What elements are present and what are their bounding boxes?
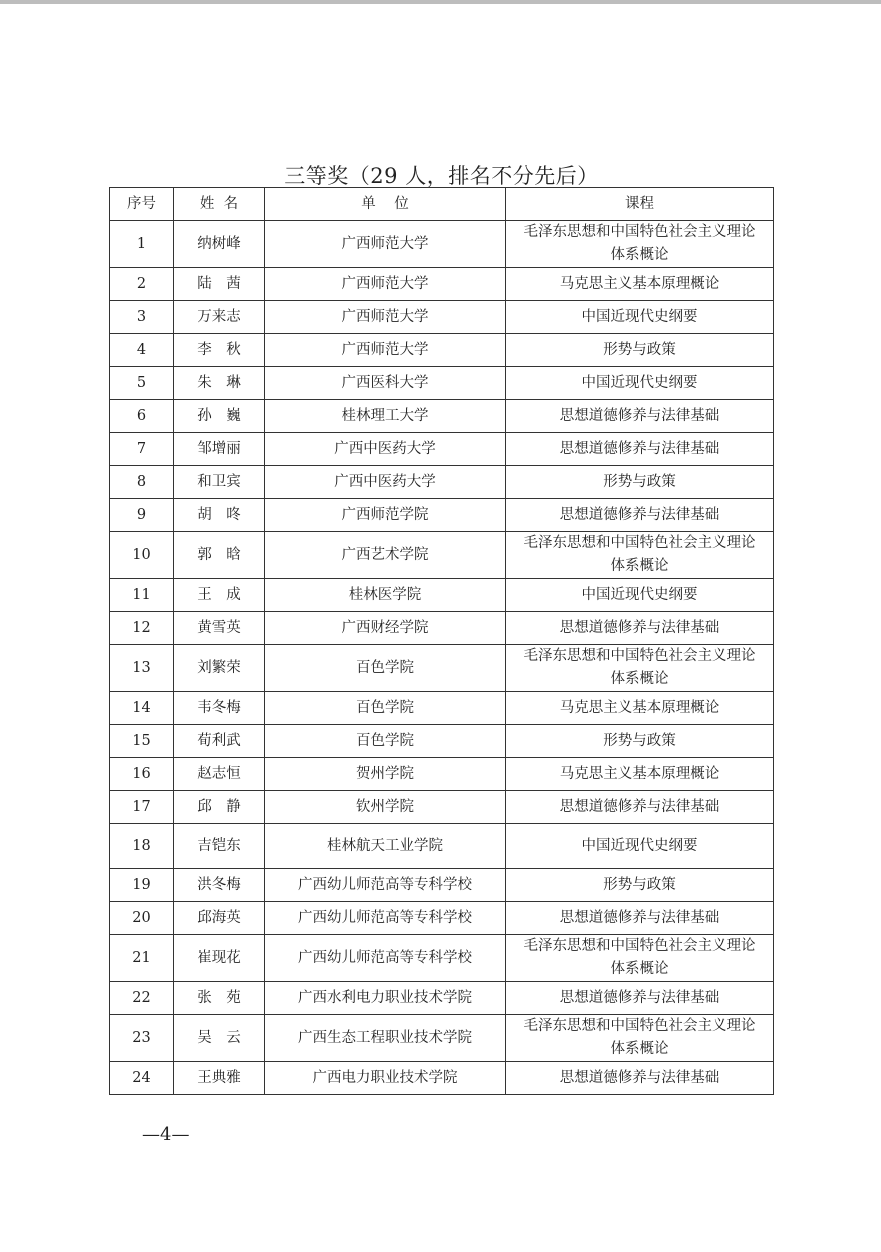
row-number: 23 xyxy=(110,1015,174,1062)
row-name: 邹增丽 xyxy=(174,433,265,466)
row-number: 18 xyxy=(110,824,174,869)
row-number: 24 xyxy=(110,1062,174,1095)
row-course-line: 思想道德修养与法律基础 xyxy=(559,619,720,636)
row-course-line: 形势与政策 xyxy=(603,732,676,749)
row-course xyxy=(506,791,774,824)
header-course: 课程 xyxy=(506,188,774,221)
table-row xyxy=(110,645,774,692)
row-course-line: 体系概论 xyxy=(610,961,669,977)
row-number: 3 xyxy=(110,301,174,334)
table-row xyxy=(110,692,774,725)
row-name: 刘繁荣 xyxy=(174,645,265,692)
row-name: 崔现花 xyxy=(174,935,265,982)
row-course xyxy=(506,367,774,400)
table-row xyxy=(110,579,774,612)
row-number: 12 xyxy=(110,612,174,645)
awards-table xyxy=(109,187,774,1095)
row-number: 8 xyxy=(110,466,174,499)
row-number: 10 xyxy=(110,532,174,579)
table-header-row xyxy=(110,188,774,221)
row-unit: 百色学院 xyxy=(265,692,506,725)
table-row xyxy=(110,367,774,400)
header-unit: 单 位 xyxy=(265,188,506,221)
table-row xyxy=(110,301,774,334)
row-number: 1 xyxy=(110,221,174,268)
row-number: 2 xyxy=(110,268,174,301)
row-course xyxy=(506,532,774,579)
row-unit: 广西幼儿师范高等专科学校 xyxy=(265,935,506,982)
row-number: 21 xyxy=(110,935,174,982)
row-unit: 广西电力职业技术学院 xyxy=(265,1062,506,1095)
row-name: 胡 咚 xyxy=(174,499,265,532)
row-unit: 广西医科大学 xyxy=(265,367,506,400)
row-name: 张 苑 xyxy=(174,982,265,1015)
row-name: 韦冬梅 xyxy=(174,692,265,725)
row-course xyxy=(506,466,774,499)
row-name: 吴 云 xyxy=(174,1015,265,1062)
table-row xyxy=(110,532,774,579)
row-unit: 广西中医药大学 xyxy=(265,433,506,466)
row-course-line: 思想道德修养与法律基础 xyxy=(559,506,720,523)
row-name: 李 秋 xyxy=(174,334,265,367)
row-number: 6 xyxy=(110,400,174,433)
row-number: 22 xyxy=(110,982,174,1015)
header-name: 姓 名 xyxy=(174,188,265,221)
row-name: 洪冬梅 xyxy=(174,869,265,902)
row-unit: 桂林理工大学 xyxy=(265,400,506,433)
table-row xyxy=(110,1062,774,1095)
table-row xyxy=(110,334,774,367)
row-course-line: 马克思主义基本原理概论 xyxy=(559,699,720,716)
table-row xyxy=(110,824,774,869)
row-course-line: 中国近现代史纲要 xyxy=(581,837,698,854)
row-name: 吉铠东 xyxy=(174,824,265,869)
table-row xyxy=(110,221,774,268)
page-top-rule xyxy=(0,0,881,4)
row-course xyxy=(506,400,774,433)
table-row xyxy=(110,499,774,532)
row-course-line: 形势与政策 xyxy=(603,341,676,358)
table-row xyxy=(110,725,774,758)
row-course-line: 形势与政策 xyxy=(603,876,676,893)
row-number: 20 xyxy=(110,902,174,935)
row-course xyxy=(506,499,774,532)
row-course-line: 马克思主义基本原理概论 xyxy=(559,275,720,292)
row-name: 邱海英 xyxy=(174,902,265,935)
row-course-line: 思想道德修养与法律基础 xyxy=(559,989,720,1006)
row-name: 万来志 xyxy=(174,301,265,334)
row-name: 朱 琳 xyxy=(174,367,265,400)
row-course-line: 体系概论 xyxy=(610,671,669,687)
row-course xyxy=(506,645,774,692)
row-name: 纳树峰 xyxy=(174,221,265,268)
table-row xyxy=(110,902,774,935)
row-name: 王典雅 xyxy=(174,1062,265,1095)
row-unit: 广西师范大学 xyxy=(265,268,506,301)
table-row xyxy=(110,433,774,466)
table-row xyxy=(110,268,774,301)
row-name: 和卫宾 xyxy=(174,466,265,499)
row-course-line: 中国近现代史纲要 xyxy=(581,586,698,603)
row-course-line: 体系概论 xyxy=(610,1041,669,1057)
row-unit: 广西幼儿师范高等专科学校 xyxy=(265,902,506,935)
row-course xyxy=(506,902,774,935)
row-course-line: 思想道德修养与法律基础 xyxy=(559,1069,720,1086)
row-unit: 广西财经学院 xyxy=(265,612,506,645)
row-name: 赵志恒 xyxy=(174,758,265,791)
row-number: 16 xyxy=(110,758,174,791)
row-unit: 钦州学院 xyxy=(265,791,506,824)
row-name: 黄雪英 xyxy=(174,612,265,645)
row-course xyxy=(506,758,774,791)
row-course xyxy=(506,935,774,982)
row-name: 郭 晗 xyxy=(174,532,265,579)
row-unit: 桂林航天工业学院 xyxy=(265,824,506,869)
row-course xyxy=(506,334,774,367)
row-course xyxy=(506,301,774,334)
section-title: 三等奖（29 人，排名不分先后） xyxy=(284,164,599,188)
row-course-line: 毛泽东思想和中国特色社会主义理论 xyxy=(523,648,756,664)
row-course-line: 毛泽东思想和中国特色社会主义理论 xyxy=(523,1018,756,1034)
row-number: 15 xyxy=(110,725,174,758)
table-row xyxy=(110,935,774,982)
row-course xyxy=(506,268,774,301)
row-course xyxy=(506,433,774,466)
row-course-line: 毛泽东思想和中国特色社会主义理论 xyxy=(523,938,756,954)
row-name: 孙 巍 xyxy=(174,400,265,433)
row-course-line: 思想道德修养与法律基础 xyxy=(559,440,720,457)
row-unit: 广西中医药大学 xyxy=(265,466,506,499)
row-unit: 百色学院 xyxy=(265,645,506,692)
row-course-line: 思想道德修养与法律基础 xyxy=(559,407,720,424)
table-row xyxy=(110,869,774,902)
row-unit: 桂林医学院 xyxy=(265,579,506,612)
row-course xyxy=(506,1062,774,1095)
row-course-line: 形势与政策 xyxy=(603,473,676,490)
row-course xyxy=(506,612,774,645)
row-unit: 广西师范学院 xyxy=(265,499,506,532)
row-unit: 广西师范大学 xyxy=(265,334,506,367)
table-row xyxy=(110,612,774,645)
row-number: 13 xyxy=(110,645,174,692)
row-unit: 广西幼儿师范高等专科学校 xyxy=(265,869,506,902)
table-row xyxy=(110,791,774,824)
row-number: 17 xyxy=(110,791,174,824)
row-number: 14 xyxy=(110,692,174,725)
row-course-line: 体系概论 xyxy=(610,247,669,263)
table-row xyxy=(110,400,774,433)
row-course xyxy=(506,221,774,268)
row-course-line: 毛泽东思想和中国特色社会主义理论 xyxy=(523,224,756,240)
row-course xyxy=(506,824,774,869)
row-course-line: 中国近现代史纲要 xyxy=(581,374,698,391)
table-body xyxy=(110,221,774,1095)
row-course xyxy=(506,1015,774,1062)
row-unit: 广西水利电力职业技术学院 xyxy=(265,982,506,1015)
row-course-line: 毛泽东思想和中国特色社会主义理论 xyxy=(523,535,756,551)
row-number: 5 xyxy=(110,367,174,400)
header-no: 序号 xyxy=(110,188,174,221)
row-name: 陆 茜 xyxy=(174,268,265,301)
row-course-line: 思想道德修养与法律基础 xyxy=(559,909,720,926)
row-number: 11 xyxy=(110,579,174,612)
row-name: 荀利武 xyxy=(174,725,265,758)
row-number: 7 xyxy=(110,433,174,466)
row-unit: 广西生态工程职业技术学院 xyxy=(265,1015,506,1062)
row-number: 4 xyxy=(110,334,174,367)
row-unit: 广西艺术学院 xyxy=(265,532,506,579)
row-unit: 广西师范大学 xyxy=(265,221,506,268)
table-row xyxy=(110,466,774,499)
row-course xyxy=(506,692,774,725)
row-course xyxy=(506,579,774,612)
table-row xyxy=(110,758,774,791)
row-number: 9 xyxy=(110,499,174,532)
row-unit: 百色学院 xyxy=(265,725,506,758)
table-row xyxy=(110,1015,774,1062)
row-name: 邱 静 xyxy=(174,791,265,824)
row-number: 19 xyxy=(110,869,174,902)
row-name: 王 成 xyxy=(174,579,265,612)
row-course xyxy=(506,869,774,902)
table-row xyxy=(110,982,774,1015)
row-course-line: 体系概论 xyxy=(610,558,669,574)
row-course xyxy=(506,725,774,758)
row-course-line: 思想道德修养与法律基础 xyxy=(559,798,720,815)
page-number: —4— xyxy=(142,1124,190,1145)
row-course-line: 马克思主义基本原理概论 xyxy=(559,765,720,782)
row-unit: 贺州学院 xyxy=(265,758,506,791)
row-course-line: 中国近现代史纲要 xyxy=(581,308,698,325)
row-course xyxy=(506,982,774,1015)
row-unit: 广西师范大学 xyxy=(265,301,506,334)
